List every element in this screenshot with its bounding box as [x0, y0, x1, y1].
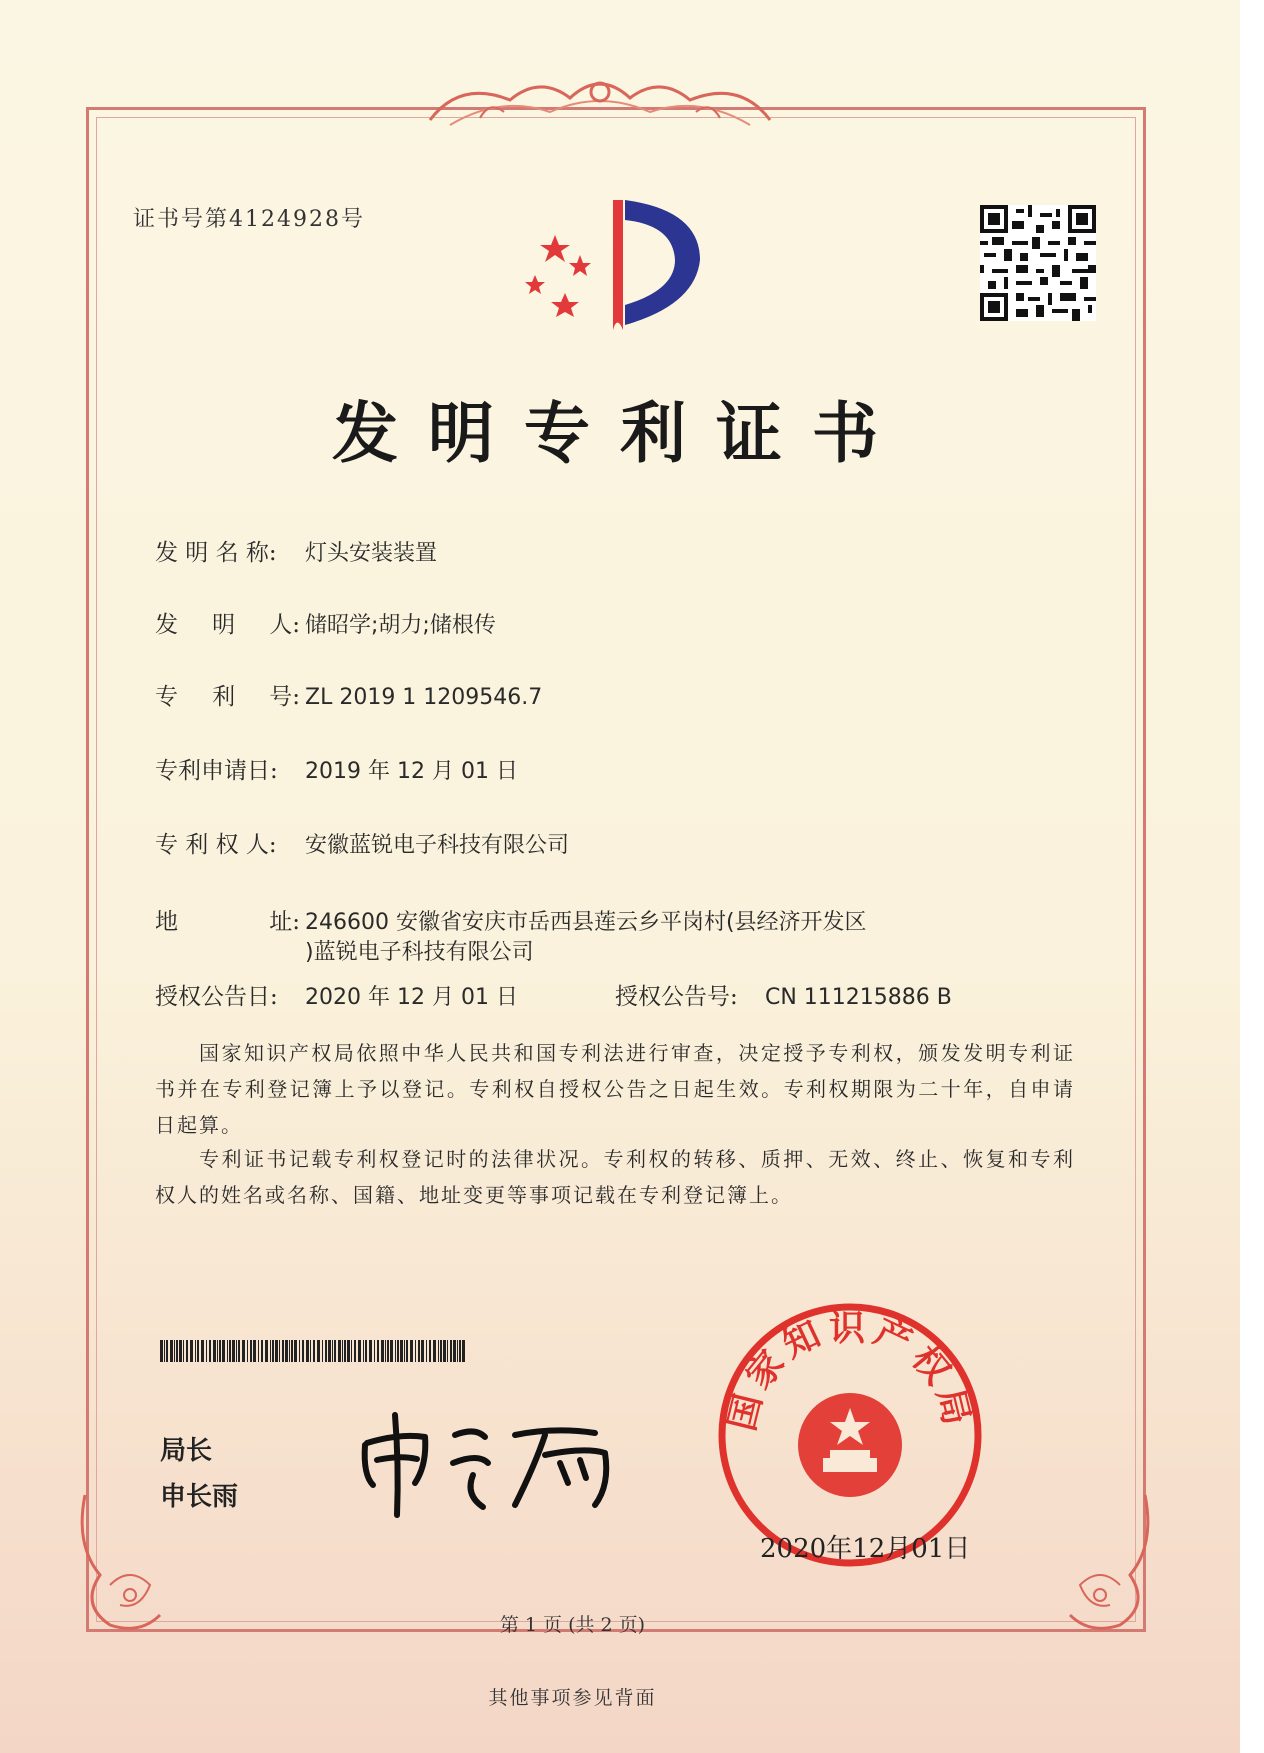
- barcode-bar: [410, 1340, 413, 1362]
- grant-number-label: 授权公告号:: [615, 984, 738, 1010]
- barcode-bar: [236, 1340, 237, 1362]
- barcode-bar: [247, 1340, 248, 1362]
- barcode-bar: [351, 1340, 352, 1362]
- barcode-bar: [450, 1340, 452, 1362]
- grant-number-row: [615, 978, 952, 1011]
- barcode-bar: [217, 1340, 218, 1362]
- qr-code: [980, 205, 1096, 321]
- patentee-value: 安徽蓝锐电子科技有限公司: [305, 833, 570, 858]
- barcode-bar: [415, 1340, 416, 1362]
- barcode-bar: [291, 1340, 293, 1362]
- handwritten-signature: [355, 1405, 635, 1525]
- address-row-continued: [305, 935, 534, 966]
- barcode-bar: [438, 1340, 439, 1362]
- barcode-bar: [213, 1340, 216, 1362]
- top-ornament: [420, 70, 780, 132]
- barcode-bar: [363, 1340, 364, 1362]
- barcode-bar: [310, 1340, 311, 1362]
- certificate-title: 发明专利证书: [332, 394, 908, 472]
- barcode-bar: [222, 1340, 225, 1362]
- barcode-bar: [385, 1340, 386, 1362]
- barcode-bar: [186, 1340, 188, 1362]
- back-note: 其他事项参见背面: [488, 1687, 657, 1709]
- barcode-bar: [206, 1340, 207, 1362]
- filing-date-value: 2019 年 12 月 01 日: [305, 759, 518, 784]
- barcode-bar: [358, 1340, 361, 1362]
- barcode-bar: [209, 1340, 211, 1362]
- barcode-bar: [342, 1340, 343, 1362]
- barcode-bar: [160, 1340, 163, 1362]
- barcode-bar: [459, 1340, 461, 1362]
- barcode-bar: [238, 1340, 240, 1362]
- barcode-bar: [190, 1340, 193, 1362]
- barcode-bar: [365, 1340, 367, 1362]
- director-title: 局长: [160, 1436, 213, 1466]
- barcode-bar: [227, 1340, 228, 1362]
- barcode-bar: [258, 1340, 259, 1362]
- legal-paragraph-2: 专利证书记载专利权登记时的法律状况。专利权的转移、质押、无效、终止、恢复和专利权人的姓名或名称、国籍、地址变更等事项记载在专利登记簿上。: [155, 1147, 1075, 1207]
- patentee-label: 专 利 权 人:: [155, 832, 277, 858]
- address-value-line2: )蓝锐电子科技有限公司: [305, 940, 534, 965]
- barcode-bar: [250, 1340, 252, 1362]
- office-logo: [525, 195, 715, 335]
- barcode-bar: [166, 1340, 168, 1362]
- barcode-bar: [229, 1340, 231, 1362]
- barcode-bar: [347, 1340, 350, 1362]
- barcode-bar: [195, 1340, 196, 1362]
- barcode-bar: [406, 1340, 408, 1362]
- seal-date: 2020年12月01日: [760, 1534, 971, 1564]
- barcode-bar: [261, 1340, 263, 1362]
- barcode-bar: [374, 1340, 375, 1362]
- barcode-bar: [338, 1340, 341, 1362]
- barcode-bar: [265, 1340, 268, 1362]
- grant-date-label: 授权公告日:: [155, 984, 278, 1010]
- barcode-bar: [306, 1340, 309, 1362]
- barcode-bar: [457, 1340, 458, 1362]
- barcode-bar: [183, 1340, 184, 1362]
- filing-date-row: [155, 752, 518, 785]
- certificate-number: 证书号第4124928号: [133, 207, 365, 232]
- address-value-line1: 246600 安徽省安庆市岳西县莲云乡平岗村(县经济开发区: [305, 910, 867, 935]
- barcode-bar: [282, 1340, 284, 1362]
- barcode-bar: [369, 1340, 372, 1362]
- barcode-bar: [299, 1340, 300, 1362]
- barcode-bar: [390, 1340, 393, 1362]
- grant-date-value: 2020 年 12 月 01 日: [305, 985, 518, 1010]
- filing-date-label: 专利申请日:: [155, 758, 278, 784]
- barcode-bar: [232, 1340, 235, 1362]
- barcode-bar: [404, 1340, 405, 1362]
- inventors-row: [155, 606, 496, 639]
- barcode-bar: [381, 1340, 384, 1362]
- barcode-bar: [179, 1340, 182, 1362]
- grant-date-row: [155, 978, 518, 1011]
- barcode-bar: [164, 1340, 165, 1362]
- barcode-bar: [426, 1340, 427, 1362]
- barcode-bar: [219, 1340, 221, 1362]
- barcode-bar: [272, 1340, 274, 1362]
- barcode: [160, 1340, 466, 1362]
- inventors-value: 储昭学;胡力;储根传: [305, 613, 496, 638]
- invention-name-row: [155, 534, 437, 567]
- legal-paragraph-1: 国家知识产权局依照中华人民共和国专利法进行审查，决定授予专利权，颁发发明专利证书并在专利登记簿上予以登记。专利权自授权公告之日起生效。专利权期限为二十年，自申请日起算。: [155, 1041, 1075, 1137]
- barcode-bar: [462, 1340, 465, 1362]
- barcode-bar: [453, 1340, 456, 1362]
- barcode-bar: [201, 1340, 204, 1362]
- barcode-bar: [285, 1340, 288, 1362]
- barcode-bar: [447, 1340, 448, 1362]
- barcode-bar: [387, 1340, 389, 1362]
- patentee-row: [155, 826, 569, 859]
- barcode-bar: [418, 1340, 420, 1362]
- director-name: 申长雨: [160, 1482, 239, 1512]
- barcode-bar: [429, 1340, 431, 1362]
- barcode-bar: [289, 1340, 290, 1362]
- barcode-bar: [242, 1340, 245, 1362]
- invention-name-label: 发 明 名 称:: [155, 540, 277, 566]
- barcode-bar: [317, 1340, 320, 1362]
- barcode-bar: [400, 1340, 403, 1362]
- barcode-bar: [443, 1340, 446, 1362]
- barcode-bar: [176, 1340, 178, 1362]
- barcode-bar: [334, 1340, 336, 1362]
- barcode-bar: [328, 1340, 331, 1362]
- barcode-bar: [279, 1340, 280, 1362]
- barcode-bar: [344, 1340, 346, 1362]
- inventors-label: 发 明 人:: [155, 612, 300, 638]
- address-row: [155, 903, 867, 936]
- barcode-bar: [253, 1340, 256, 1362]
- barcode-bar: [174, 1340, 175, 1362]
- invention-name-value: 灯头安装装置: [305, 541, 438, 566]
- page-number: 第 1 页 (共 2 页): [499, 1614, 646, 1636]
- barcode-bar: [433, 1340, 436, 1362]
- barcode-bar: [377, 1340, 379, 1362]
- barcode-bar: [325, 1340, 327, 1362]
- barcode-bar: [294, 1340, 297, 1362]
- seal-text: 国家知识产权局: [721, 1308, 979, 1435]
- barcode-bar: [440, 1340, 442, 1362]
- barcode-bar: [332, 1340, 333, 1362]
- barcode-bar: [395, 1340, 396, 1362]
- barcode-bar: [354, 1340, 356, 1362]
- patent-number-label: 专 利 号:: [155, 684, 300, 710]
- barcode-bar: [313, 1340, 315, 1362]
- barcode-bar: [397, 1340, 399, 1362]
- barcode-bar: [322, 1340, 323, 1362]
- patent-number-value: ZL 2019 1 1209546.7: [305, 685, 543, 710]
- barcode-bar: [275, 1340, 278, 1362]
- grant-number-value: CN 111215886 B: [765, 985, 952, 1010]
- barcode-bar: [421, 1340, 424, 1362]
- barcode-bar: [170, 1340, 173, 1362]
- barcode-bar: [197, 1340, 199, 1362]
- patent-number-row: [155, 678, 542, 711]
- address-label: 地 址:: [155, 909, 300, 935]
- barcode-bar: [270, 1340, 271, 1362]
- barcode-bar: [302, 1340, 304, 1362]
